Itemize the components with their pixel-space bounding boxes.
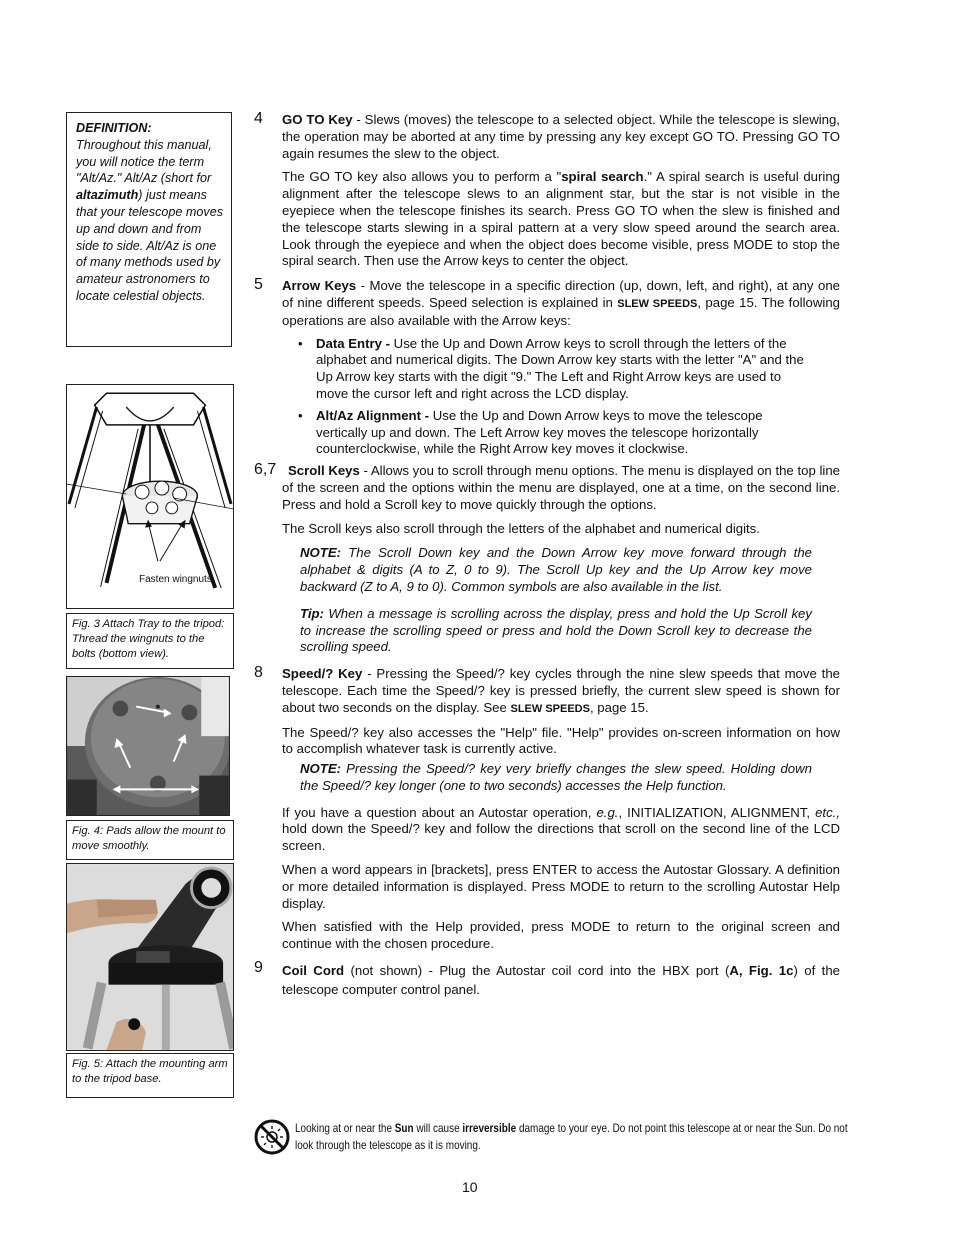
arrow-keys-label: Arrow Keys: [282, 278, 357, 294]
mounting-arm-photo: [67, 864, 233, 1050]
speed-key-paragraph-1: Speed/? Key - Pressing the Speed/? key cycles through the nine slew speeds that move the telescope. Each time the Speed/? key is pressed briefly, the current slew speed is shown for about two seconds on the display. See SLEW SPEEDS, page 15.: [282, 666, 841, 715]
go-to-key-label: GO TO Key: [282, 112, 353, 127]
scroll-keys-label: Scroll Keys: [288, 463, 360, 479]
list-item: • Alt/Az Alignment - Use the Up and Down Arrow keys to move the telescope vertically up and down. The Left Arrow key moves the telescope horizontally counterclockwise, while the Right Arrow key moves it clockwise.: [298, 407, 763, 457]
bullet: •: [298, 335, 303, 351]
definition-text-2: ) just means that your telescope moves up and down and from side to side. Alt/Az is one of many methods used by amateur astronomers to locate celestial objects.: [76, 188, 224, 303]
scroll-note: NOTE: The Scroll Down key and the Down Arrow key move forward through the alphabet & digits (A to Z, 0 to 9). The Scroll Up key and the Up Arrow key move backward (Z to A, 9 to 0). Common symbols are also available in the list.: [300, 545, 812, 594]
definition-title: DEFINITION:: [76, 121, 152, 135]
go-to-paragraph-2: The GO TO key also allows you to perform a "spiral search." A spiral search is useful during alignment after the telescope slews to an alignment star, but the star is not visible in the eyepiece when the telescope finishes its search. Press GO TO when the slew is finished and the telescope starts slewing in a spiral pattern at a very slow speed around the search area. Look through the eyepiece and when the object does become visible, press MODE to stop the spiral search. Then use the Arrow keys to center the object.: [282, 169, 841, 269]
section-number: 5: [254, 276, 263, 294]
figure-ref: A, Fig. 1c: [729, 963, 794, 979]
coil-cord-paragraph: Coil Cord (not shown) - Plug the Autostar coil cord into the HBX port (A, Fig. 1c) of the telescope computer control panel.: [282, 963, 840, 998]
figure-5-caption: Fig. 5: Attach the mounting arm to the tripod base.: [66, 1053, 234, 1098]
speed-note: NOTE: Pressing the Speed/? key very briefly changes the slew speed. Holding down the Speed/? key longer (one to two seconds) accesses the Help function.: [300, 761, 812, 793]
warning-text: Looking at or near the Sun will cause irreversible damage to your eye. Do not point this telescope at or near the Sun. Do not look through the telescope as it is moving.: [295, 1122, 848, 1152]
speed-key-paragraph-2: The Speed/? key also accesses the "Help" file. "Help" provides on-screen information on how to accomplish whatever task is currently active.: [282, 724, 840, 757]
list-item: • Data Entry - Use the Up and Down Arrow keys to scroll through the letters of the alphabet and numerical digits. The Down Arrow key starts with the letter "A" and the Up Arrow key starts with the digit "9." The Left and Right Arrow keys are used to move the cursor left and right across the LCD display.: [298, 335, 804, 401]
scroll-keys-paragraph-2: The Scroll keys also scroll through the letters of the alphabet and numerical digits.: [282, 520, 760, 536]
fasten-wingnuts-label: Fasten wingnuts: [139, 574, 212, 585]
definition-bold: altazimuth: [76, 188, 139, 203]
arrow-keys-list: [282, 336, 840, 459]
sun-warning: [254, 1118, 854, 1158]
coil-cord-label: Coil Cord: [282, 963, 345, 979]
section-number: 4: [254, 110, 263, 127]
speed-key-paragraph-5: When satisfied with the Help provided, press MODE to return to the original screen and continue with the chosen procedure.: [282, 919, 840, 952]
scroll-keys-paragraph: Scroll Keys - Allows you to scroll through menu options. The menu is displayed on the top line of the screen and the options within the menu are displayed, one at a time, on the second line. Press and hold a Scroll key to move quickly through the options.: [282, 463, 840, 512]
slew-speeds-ref: SLEW SPEEDS: [510, 702, 590, 715]
figure-5-mounting-arm-photo: [66, 863, 234, 1051]
section-number: 8: [254, 664, 263, 682]
speed-key-label: Speed/? Key: [282, 666, 363, 682]
section-speed-key: [254, 666, 840, 953]
speed-key-paragraph-4: When a word appears in [brackets], press ENTER to access the Autostar Glossary. A definition or more detailed information is displayed. Press MODE to return to the scrolling Autostar Help display.: [282, 862, 840, 911]
figure-3-tripod-tray: [66, 384, 234, 609]
figure-3-caption: Fig. 3 Attach Tray to the tripod: Thread the wingnuts to the bolts (bottom view).: [66, 613, 234, 669]
spiral-search-term: spiral search: [561, 169, 644, 185]
slew-speeds-ref: SLEW SPEEDS: [617, 297, 698, 310]
main-content: [254, 112, 840, 999]
section-scroll-keys: [254, 463, 840, 656]
bullet: •: [298, 407, 303, 423]
page-number: 10: [462, 1179, 478, 1195]
scroll-tip: Tip: When a message is scrolling across the display, press and hold the Up Scroll key to increase the scrolling speed or press and hold the Down Scroll key to decrease the scrolling speed.: [300, 605, 812, 655]
go-to-paragraph-1: GO TO Key - Slews (moves) the telescope to a selected object. While the telescope is slewing, the operation may be aborted at any time by pressing any key except GO TO. Pressing GO TO again resumes the slew to the object.: [282, 112, 840, 161]
no-sun-warning-icon: [254, 1119, 290, 1155]
figure-4-caption: Fig. 4: Pads allow the mount to move smoothly.: [66, 820, 234, 860]
section-coil-cord: [254, 961, 840, 999]
figure-4-pads-photo: [66, 676, 230, 816]
mount-pads-photo: [67, 677, 229, 815]
arrow-keys-paragraph: Arrow Keys - Move the telescope in a specific direction (up, down, left, and right), at any one of nine different speeds. Speed selection is explained in SLEW SPEEDS, page 15. The following operations are also available with the Arrow keys:: [282, 278, 840, 328]
section-number: 6,7: [254, 461, 277, 479]
section-go-to-key: [254, 112, 840, 270]
section-arrow-keys: [254, 278, 840, 458]
speed-key-paragraph-3: If you have a question about an Autostar operation, e.g., INITIALIZATION, ALIGNMENT, etc., hold down the Speed/? key and follow the directions that scroll on the second line of the LCD screen.: [282, 804, 840, 854]
definition-text: Throughout this manual, you will notice the term "Alt/Az." Alt/Az (short for: [76, 137, 212, 186]
section-number: 9: [254, 959, 263, 977]
definition-box: [66, 112, 232, 347]
